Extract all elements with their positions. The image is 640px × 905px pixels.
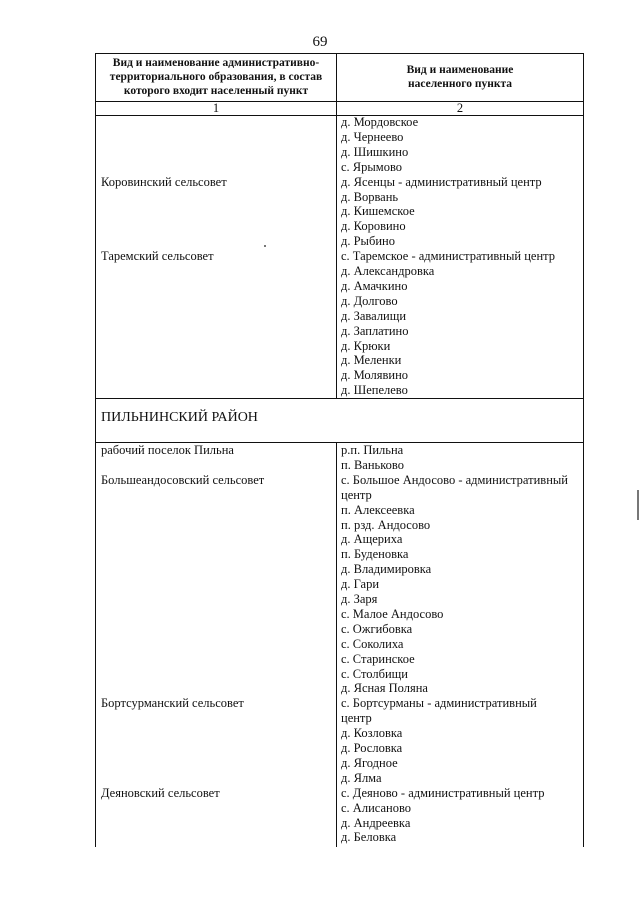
settlement-item: с. Малое Андосово <box>341 606 444 621</box>
settlement-item: с. Соколиха <box>341 636 404 651</box>
settlement-item: п. Алексеевка <box>341 502 415 517</box>
settlement-item: д. Молявино <box>341 368 409 383</box>
settlement-item: с. Ярымово <box>341 159 403 174</box>
admin-unit-name: Бортсурманский сельсовет <box>101 696 244 711</box>
settlement-item: д. Крюки <box>341 338 391 353</box>
settlement-item: д. Меленки <box>341 353 402 368</box>
column-1-header <box>96 56 336 98</box>
table-top-border <box>95 53 584 54</box>
settlement-item: с. Таремское - административный центр <box>341 249 556 264</box>
column-2-header <box>337 63 583 91</box>
admin-unit-name: Таремский сельсовет <box>101 249 214 264</box>
settlement-item: п. Буденовка <box>341 547 409 562</box>
settlement-item: с. Старинское <box>341 651 415 666</box>
settlement-item: д. Заря <box>341 592 378 606</box>
settlement-item: д. Шишкино <box>341 144 409 159</box>
header-line: которого входит населенный пункт <box>123 85 309 97</box>
header-line: Вид и наименование <box>406 64 514 76</box>
settlement-item: д. Кишемское <box>341 204 415 219</box>
page-number: 69 <box>312 34 328 50</box>
settlement-item: д. Рыбино <box>341 234 395 249</box>
settlement-item: центр <box>341 711 372 726</box>
settlement-item: д. Козловка <box>341 726 403 741</box>
district-heading: ПИЛЬНИНСКИЙ РАЙОН <box>101 410 258 425</box>
admin-unit-name: рабочий поселок Пильна <box>101 443 234 457</box>
settlement-item: д. Владимировка <box>341 562 432 577</box>
column-1-number: 1 <box>212 101 220 115</box>
settlement-item: д. Ащериха <box>341 532 403 547</box>
column-2-number: 2 <box>456 101 464 115</box>
settlement-item: д. Завалищи <box>341 308 407 323</box>
header-line: населенного пункта <box>407 78 512 90</box>
settlement-item: д. Чернеево <box>341 129 404 144</box>
scan-speck <box>637 490 639 520</box>
settlement-item: центр <box>341 487 372 502</box>
column-divider <box>336 442 337 847</box>
scan-speck <box>264 245 266 247</box>
header-line: Вид и наименование административно- <box>112 57 320 69</box>
settlement-item: д. Ягодное <box>341 755 398 770</box>
admin-unit-name: Коровинский сельсовет <box>101 174 227 189</box>
settlement-item: с. Бортсурманы - административный <box>341 696 537 711</box>
settlement-item: д. Долгово <box>341 293 398 308</box>
settlement-item: д. Коровино <box>341 219 406 234</box>
table-left-border <box>95 53 96 847</box>
settlement-item: с. Столбищи <box>341 666 408 681</box>
settlement-item: д. Мордовское <box>341 115 419 129</box>
settlement-item: п. рзд. Андосово <box>341 517 431 532</box>
settlement-item: д. Ворвань <box>341 189 399 204</box>
settlement-item: с. Деяново - административный центр <box>341 785 545 800</box>
settlement-item: д. Рословка <box>341 741 403 755</box>
settlement-item: с. Алисаново <box>341 800 412 815</box>
settlement-item: д. Беловка <box>341 830 397 845</box>
settlement-item: с. Большое Андосово - административный <box>341 472 568 487</box>
settlement-item: с. Ожгибовка <box>341 621 413 636</box>
settlement-item: д. Ясенцы - административный центр <box>341 174 542 189</box>
settlement-item: д. Андреевка <box>341 815 411 830</box>
table-right-border <box>583 53 584 847</box>
admin-unit-name: Деяновский сельсовет <box>101 785 220 800</box>
settlement-item: д. Шепелево <box>341 383 408 398</box>
settlement-item: д. Александровка <box>341 264 435 278</box>
admin-unit-name: Большеандосовский сельсовет <box>101 472 265 487</box>
settlement-item: д. Амачкино <box>341 278 408 293</box>
settlement-item: п. Ваньково <box>341 457 404 472</box>
settlement-item: д. Заплатино <box>341 323 409 338</box>
settlement-item: р.п. Пильна <box>341 443 404 457</box>
header-line: территориального образования, в состав <box>109 71 323 83</box>
settlement-item: д. Ялма <box>341 770 382 785</box>
settlement-item: д. Ясная Поляна <box>341 681 428 696</box>
district-row-top-border <box>95 398 584 399</box>
settlement-item: д. Гари <box>341 577 380 592</box>
